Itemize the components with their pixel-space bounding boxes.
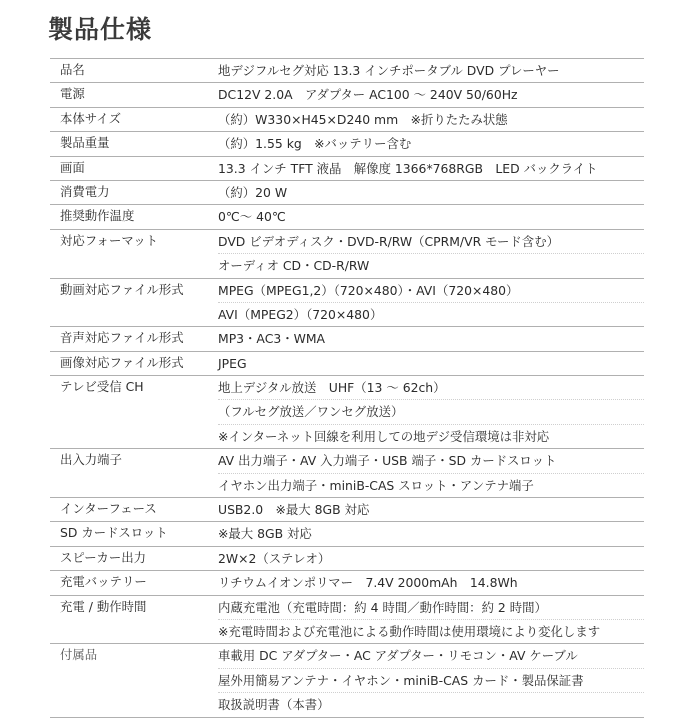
spec-value: 屋外用簡易アンテナ・イヤホン・miniB-CAS カード・製品保証書 — [218, 668, 644, 692]
spec-value: 地デジフルセグ対応 13.3 インチポータブル DVD プレーヤー — [218, 63, 560, 78]
spec-value-cell — [208, 522, 644, 546]
spec-value: ※充電時間および充電池による動作時間は使用環境により変化します — [218, 619, 644, 643]
spec-label: SD カードスロット — [60, 525, 168, 541]
spec-label: 付属品 — [60, 647, 98, 663]
spec-label: 本体サイズ — [60, 110, 121, 126]
spec-row — [50, 132, 644, 156]
spec-label: 対応フォーマット — [60, 232, 159, 248]
spec-label: インターフェース — [60, 501, 157, 517]
spec-label: 推奨動作温度 — [60, 208, 135, 224]
spec-row — [50, 498, 644, 522]
spec-value-cell — [208, 180, 644, 204]
spec-label: 製品重量 — [60, 135, 110, 151]
spec-value: （約）W330×H45×D240 mm ※折りたたみ状態 — [218, 111, 508, 127]
spec-label: 充電 / 動作時間 — [60, 598, 147, 614]
spec-value-cell — [208, 278, 644, 327]
spec-value: オーディオ CD・CD-R/RW — [218, 253, 644, 277]
spec-value: AVI（MPEG2）（720×480） — [218, 302, 644, 326]
spec-value-cell — [208, 107, 644, 131]
spec-label: 音声対応ファイル形式 — [60, 330, 184, 346]
spec-value: イヤホン出力端子・miniB-CAS スロット・アンテナ端子 — [218, 473, 644, 497]
spec-label: スピーカー出力 — [60, 549, 146, 565]
spec-row — [50, 522, 644, 546]
spec-label: テレビ受信 CH — [60, 379, 144, 395]
spec-value: （約）1.55 kg ※バッテリー含む — [218, 136, 412, 152]
spec-row — [50, 571, 644, 595]
spec-value-cell — [208, 449, 644, 498]
spec-label: 充電バッテリー — [60, 574, 147, 590]
page-title: 製品仕様 — [48, 15, 153, 44]
spec-value-cell — [208, 59, 644, 83]
spec-row — [50, 278, 644, 327]
spec-value: MP3・AC3・WMA — [218, 331, 326, 347]
spec-value-cell — [208, 205, 644, 229]
spec-value-cell — [208, 498, 644, 522]
spec-row — [50, 644, 644, 717]
spec-row — [50, 351, 644, 375]
spec-value-cell — [208, 156, 644, 180]
spec-label: 電源 — [60, 86, 85, 102]
spec-value: 0℃～ 40℃ — [218, 209, 286, 225]
spec-value: リチウムイオンポリマー 7.4V 2000mAh 14.8Wh — [218, 575, 518, 591]
spec-value: （約）20 W — [218, 184, 288, 200]
spec-value-cell — [208, 132, 644, 156]
spec-value: 内蔵充電池（充電時間：約 4 時間／動作時間：約 2 時間） — [218, 599, 547, 615]
spec-value: DC12V 2.0A アダプター AC100 ～ 240V 50/60Hz — [218, 87, 518, 103]
spec-value: 車載用 DC アダプター・AC アダプター・リモコン・AV ケーブル — [218, 648, 578, 664]
spec-value: USB2.0 ※最大 8GB 対応 — [218, 502, 370, 518]
spec-value-cell — [208, 595, 644, 644]
spec-value: 13.3 インチ TFT 液晶 解像度 1366*768RGB LED バックライト — [218, 160, 598, 176]
spec-value: 地上デジタル放送 UHF（13 ～ 62ch） — [218, 380, 446, 396]
spec-value-cell — [208, 83, 644, 107]
spec-row — [50, 156, 644, 180]
spec-value-cell — [208, 376, 644, 449]
spec-value: ※最大 8GB 対応 — [218, 526, 312, 542]
spec-value-cell — [208, 327, 644, 351]
spec-value: （フルセグ放送／ワンセグ放送） — [218, 399, 644, 423]
spec-row — [50, 595, 644, 644]
spec-row — [50, 229, 644, 278]
spec-row — [50, 546, 644, 570]
spec-label: 画像対応ファイル形式 — [60, 354, 184, 370]
spec-value: MPEG（MPEG1,2）（720×480）・AVI（720×480） — [218, 282, 519, 298]
spec-row — [50, 180, 644, 204]
spec-value-cell — [208, 571, 644, 595]
spec-value: ※インターネット回線を利用しての地デジ受信環境は非対応 — [218, 424, 644, 448]
spec-table-body — [50, 59, 644, 718]
spec-row — [50, 327, 644, 351]
spec-value-cell — [208, 644, 644, 717]
spec-table — [50, 58, 644, 718]
spec-value: JPEG — [218, 355, 247, 371]
spec-label: 消費電力 — [60, 183, 110, 199]
spec-value: AV 出力端子・AV 入力端子・USB 端子・SD カードスロット — [218, 453, 557, 469]
spec-row — [50, 376, 644, 449]
spec-row — [50, 449, 644, 498]
spec-label: 画面 — [60, 159, 85, 175]
spec-value: DVD ビデオディスク・DVD-R/RW（CPRM/VR モード含む） — [218, 233, 559, 249]
spec-value: 取扱説明書（本書） — [218, 692, 644, 716]
spec-value-cell — [208, 229, 644, 278]
spec-label: 出入力端子 — [60, 452, 122, 468]
spec-value-cell — [208, 351, 644, 375]
spec-value: 2W×2（ステレオ） — [218, 550, 331, 566]
spec-label: 品名 — [60, 62, 85, 77]
spec-row — [50, 59, 644, 83]
spec-row — [50, 205, 644, 229]
spec-value-cell — [208, 546, 644, 570]
spec-row — [50, 83, 644, 107]
spec-row — [50, 107, 644, 131]
spec-label: 動画対応ファイル形式 — [60, 281, 184, 297]
